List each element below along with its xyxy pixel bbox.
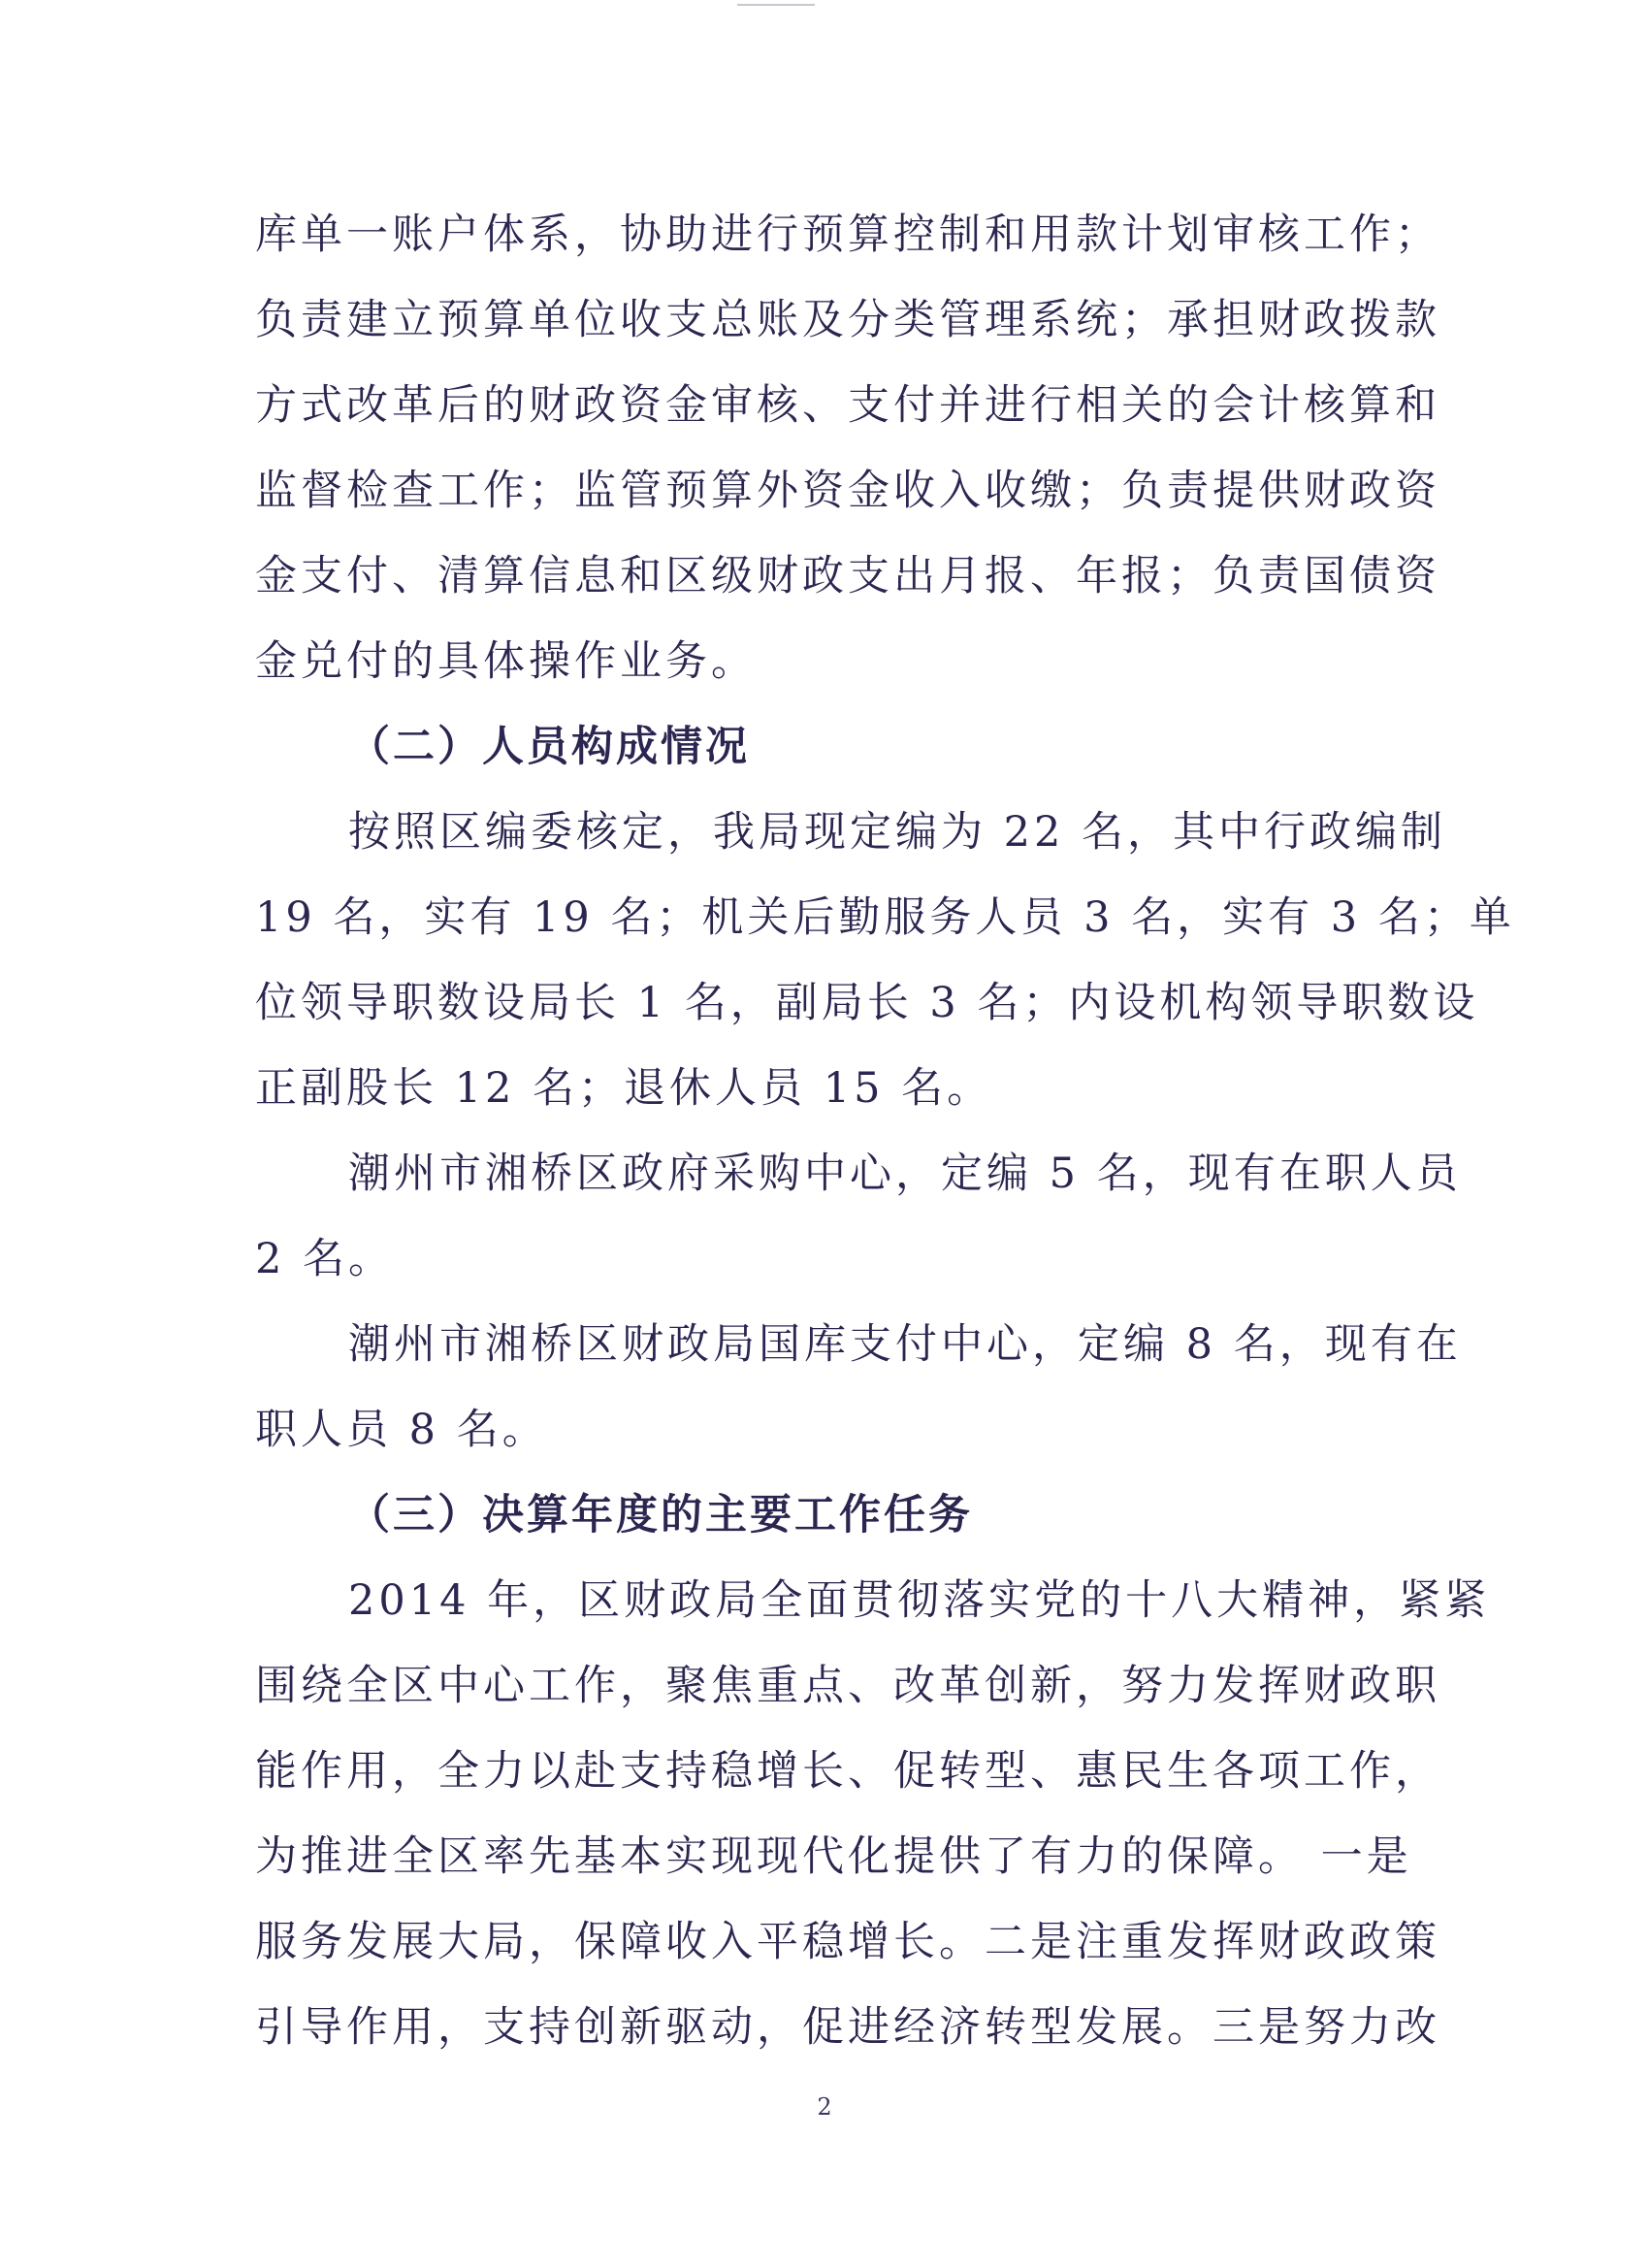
text-line: 按照区编委核定，我局现定编为 22 名，其中行政编制 bbox=[348, 808, 1447, 857]
text-line: 库单一账户体系，协助进行预算控制和用款计划审核工作； bbox=[255, 211, 1440, 259]
text-line: 正副股长 12 名；退休人员 15 名。 bbox=[255, 1064, 993, 1113]
text-line: 围绕全区中心工作，聚焦重点、改革创新，努力发挥财政职 bbox=[255, 1662, 1440, 1710]
text-line: 2 名。 bbox=[255, 1235, 395, 1283]
section-heading-personnel: （二）人员构成情况 bbox=[348, 723, 750, 771]
text-line: 引导作用，支持创新驱动，促进经济转型发展。三是努力改 bbox=[255, 2003, 1440, 2052]
text-line: 监督检查工作；监管预算外资金收入收缴；负责提供财政资 bbox=[255, 467, 1440, 515]
text-line: 2014 年，区财政局全面贯彻落实党的十八大精神，紧紧 bbox=[348, 1576, 1491, 1625]
text-line: 潮州市湘桥区财政局国库支付中心，定编 8 名，现有在 bbox=[348, 1320, 1462, 1369]
text-line: 为推进全区率先基本实现现代化提供了有力的保障。 一是 bbox=[255, 1832, 1412, 1881]
scan-mark bbox=[737, 4, 815, 6]
text-line: 潮州市湘桥区政府采购中心，定编 5 名，现有在职人员 bbox=[348, 1150, 1462, 1198]
section-heading-tasks: （三）决算年度的主要工作任务 bbox=[348, 1491, 973, 1539]
text-line: 金兑付的具体操作业务。 bbox=[255, 637, 757, 686]
text-line: 负责建立预算单位收支总账及分类管理系统；承担财政拨款 bbox=[255, 296, 1440, 344]
text-line: 能作用，全力以赴支持稳增长、促转型、惠民生各项工作， bbox=[255, 1747, 1440, 1796]
text-line: 19 名，实有 19 名；机关后勤服务人员 3 名，实有 3 名；单 bbox=[255, 893, 1515, 942]
text-line: 位领导职数设局长 1 名，副局长 3 名；内设机构领导职数设 bbox=[255, 979, 1479, 1027]
body-text bbox=[255, 192, 1515, 2070]
text-line: 职人员 8 名。 bbox=[255, 1406, 548, 1454]
page-number: 2 bbox=[817, 2093, 832, 2121]
text-line: 方式改革后的财政资金审核、支付并进行相关的会计核算和 bbox=[255, 381, 1440, 430]
text-line: 金支付、清算信息和区级财政支出月报、年报；负责国债资 bbox=[255, 552, 1440, 600]
text-line: 服务发展大局，保障收入平稳增长。二是注重发挥财政政策 bbox=[255, 1918, 1440, 1966]
